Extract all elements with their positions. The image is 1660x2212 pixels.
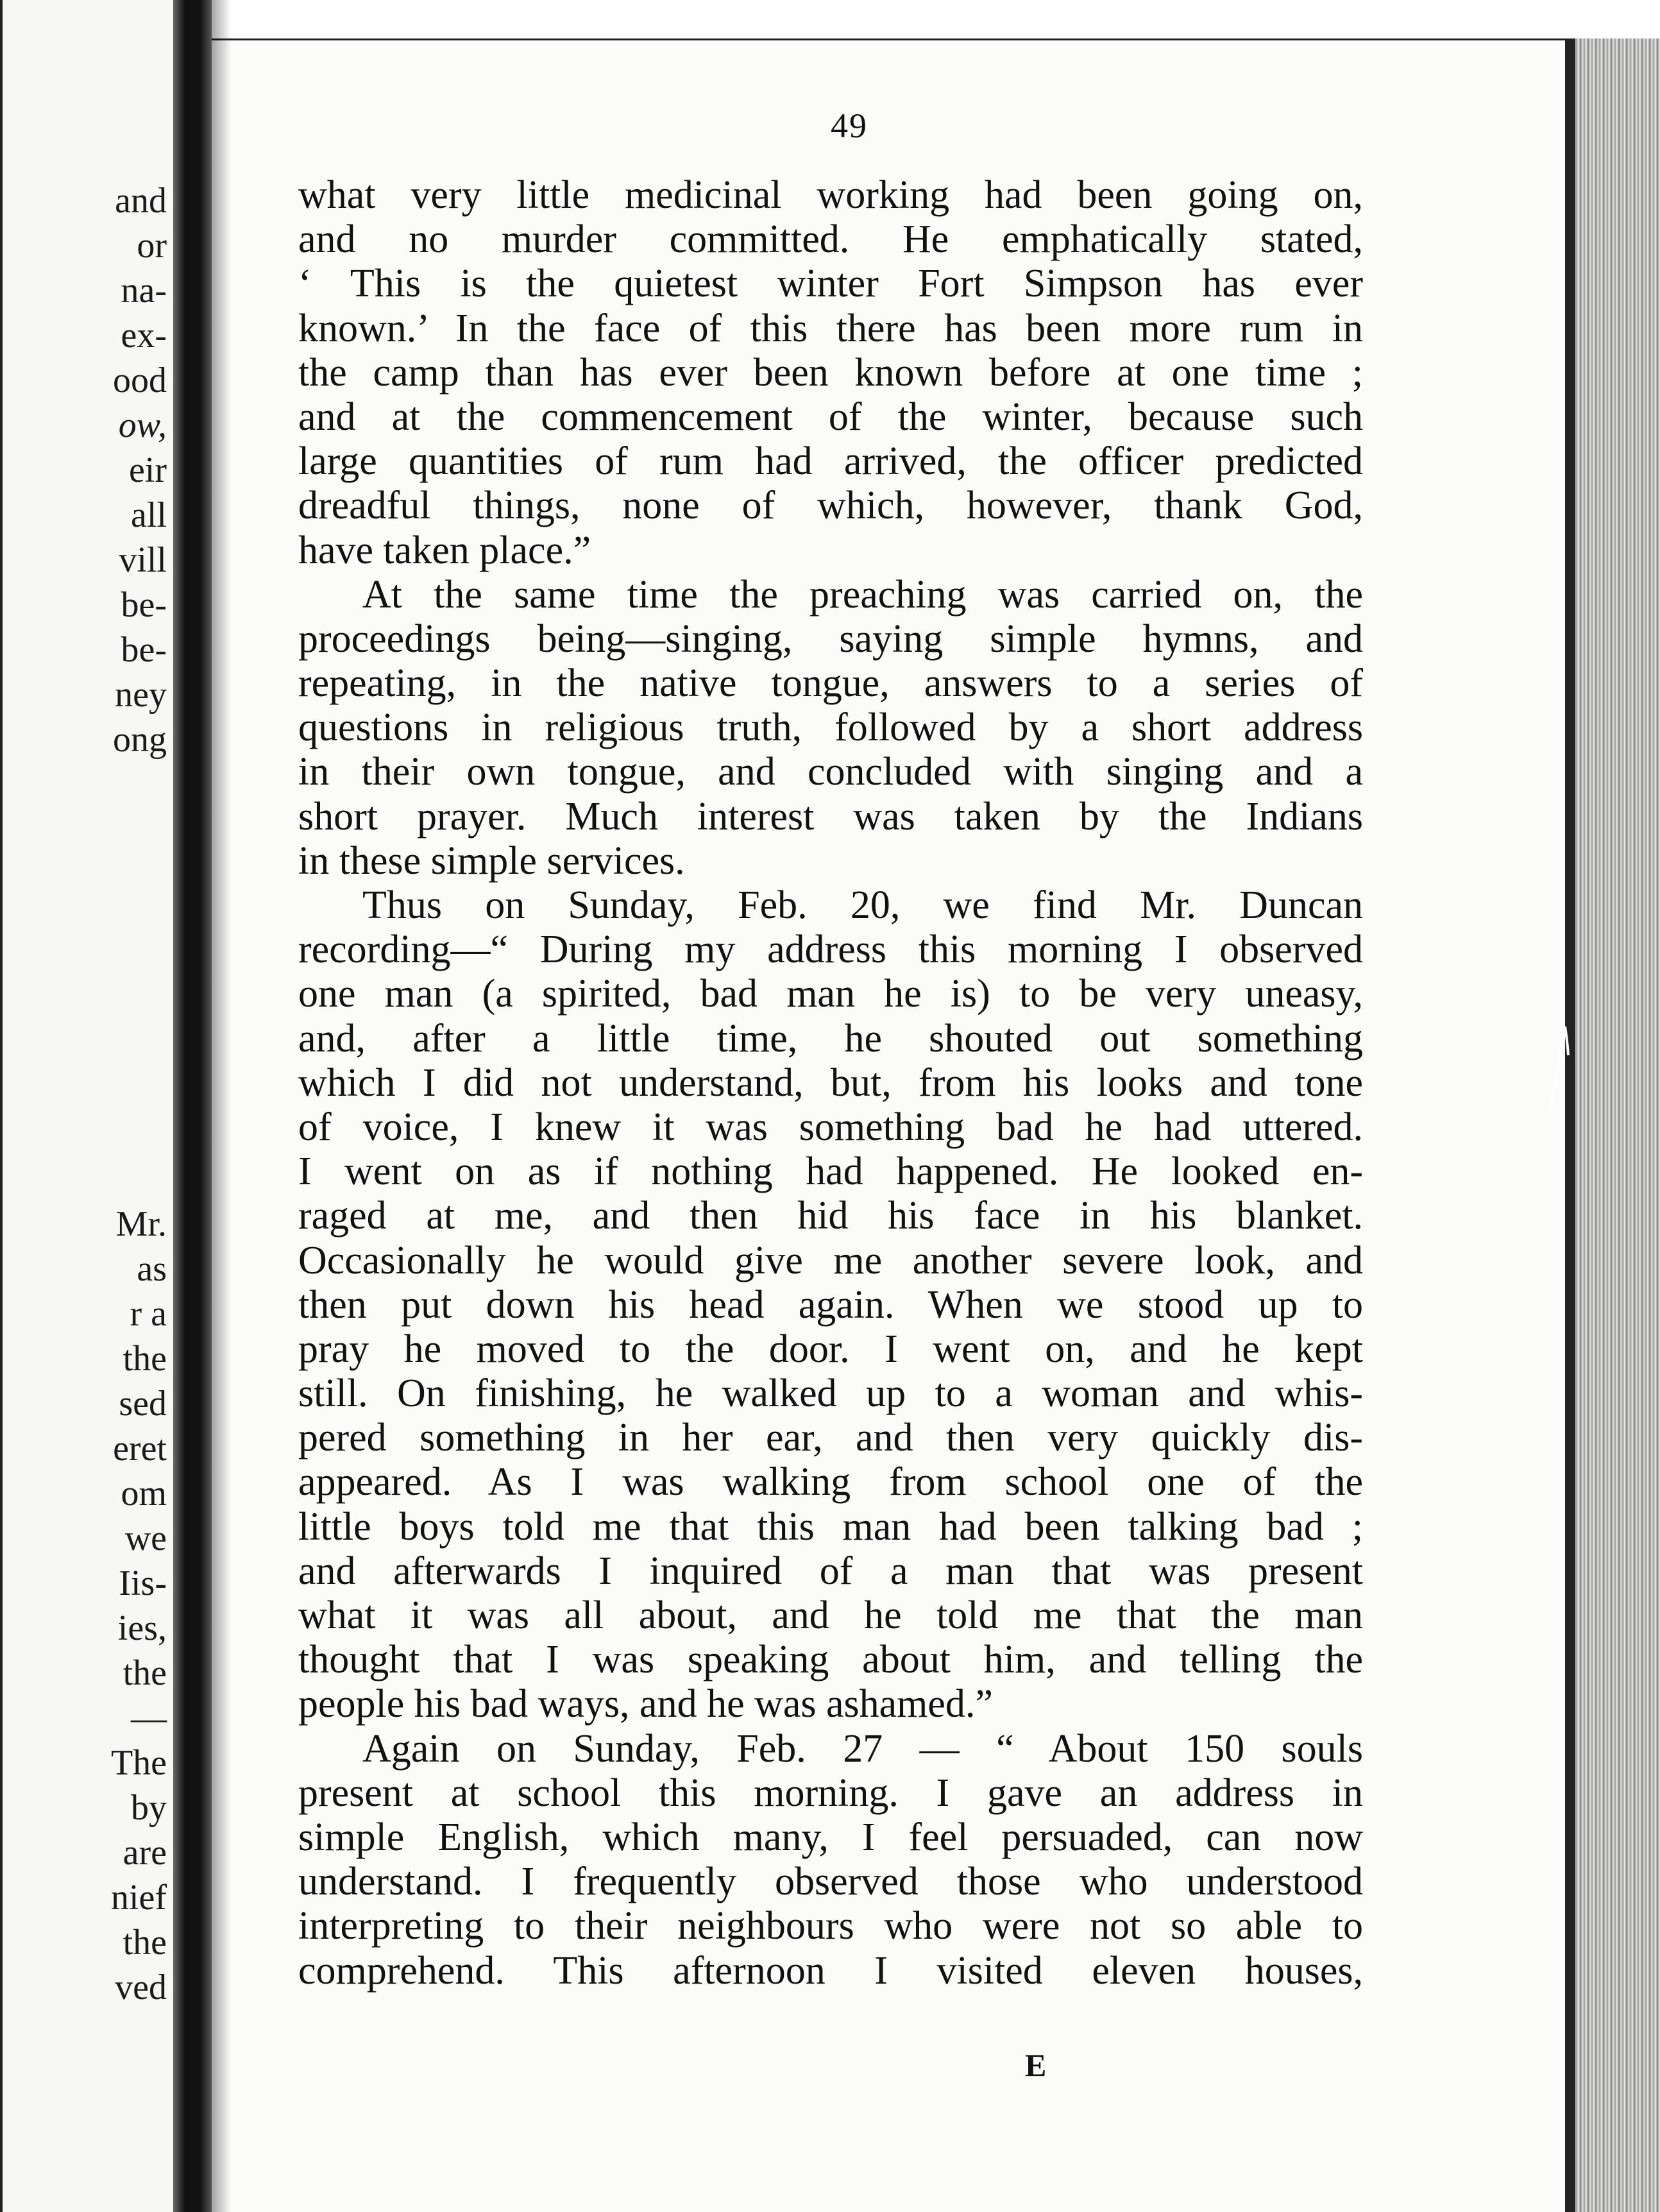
previous-page-line-end: eir (128, 450, 167, 490)
left-border (0, 0, 3, 2212)
text-line: repeating, in the native tongue, answers to a series of (298, 661, 1363, 706)
previous-page-fragment (0, 0, 173, 2212)
previous-page-line-end: the (123, 1653, 167, 1693)
previous-page-line-end: na- (121, 271, 167, 311)
text-line: At the same time the preaching was carried on, the (362, 572, 1363, 617)
previous-page-line-end: r a (130, 1294, 167, 1334)
page-edges (1565, 38, 1660, 2212)
printer-signature-mark: E (1025, 2047, 1047, 2083)
previous-page-line-end: vill (119, 540, 167, 580)
text-line: recording—“ During my address this morning I observed (298, 928, 1363, 972)
previous-page-line-end: ow, (118, 405, 167, 445)
text-line: and at the commencement of the winter, because such (298, 395, 1363, 439)
text-line: Occasionally he would give me another severe look, and (298, 1238, 1363, 1282)
previous-page-line-end: Iis- (119, 1563, 167, 1603)
text-line: questions in religious truth, followed by a short address (298, 706, 1363, 750)
text-line: dreadful things, none of which, however, thank God, (298, 484, 1363, 528)
text-line: proceedings being—singing, saying simple hymns, and (298, 617, 1363, 661)
text-line: I went on as if nothing had happened. He looked en- (298, 1150, 1363, 1194)
text-line: present at school this morning. I gave an address in (298, 1771, 1363, 1815)
previous-page-line-end: eret (113, 1429, 167, 1468)
book-gutter (173, 0, 212, 2212)
text-line: known.’ In the face of this there has been more rum in (298, 306, 1363, 350)
text-line: which I did not understand, but, from his looks and tone (298, 1060, 1363, 1105)
text-line: one man (a spirited, bad man he is) to be very uneasy, (298, 972, 1363, 1016)
previous-page-line-end: as (137, 1249, 167, 1289)
text-line: raged at me, and then hid his face in his blanket. (298, 1194, 1363, 1238)
text-line: then put down his head again. When we stood up to (298, 1282, 1363, 1327)
body-text (298, 173, 1363, 1993)
scan-scratch-mark (1546, 1020, 1571, 1116)
previous-page-line-end: ex- (121, 316, 167, 355)
text-line: pray he moved to the door. I went on, and he kept (298, 1327, 1363, 1371)
text-line: what very little medicinal working had been going on, (298, 173, 1363, 217)
previous-page-line-end: be- (121, 630, 167, 670)
previous-page-line-end: ies, (117, 1608, 167, 1648)
previous-page-line-end: or (137, 226, 167, 266)
text-line: little boys told me that this man had been talking bad ; (298, 1504, 1363, 1549)
text-line: simple English, which many, I feel persuaded, can now (298, 1815, 1363, 1859)
text-line: the camp than has ever been known before at one time ; (298, 350, 1363, 395)
text-line: and afterwards I inquired of a man that was present (298, 1549, 1363, 1593)
page-number: 49 (831, 106, 868, 145)
text-line: in these simple services. (298, 838, 685, 883)
text-line: and, after a little time, he shouted out something (298, 1016, 1363, 1060)
previous-page-line-end: ved (115, 1968, 167, 2007)
text-line: in their own tongue, and concluded with singing and a (298, 750, 1363, 794)
text-line: ‘ This is the quietest winter Fort Simpson has ever (298, 262, 1363, 306)
text-line: appeared. As I was walking from school one of the (298, 1460, 1363, 1504)
previous-page-line-end: ood (113, 361, 167, 400)
text-line: still. On finishing, he walked up to a woman and whis- (298, 1372, 1363, 1416)
previous-page-line-end: ong (113, 720, 167, 760)
text-line: people his bad ways, and he was ashamed.” (298, 1682, 993, 1726)
text-line: have taken place.” (298, 528, 591, 572)
text-line: of voice, I knew it was something bad he had uttered. (298, 1105, 1363, 1149)
gutter-shadow (212, 0, 231, 2212)
previous-page-line-end: The (110, 1743, 167, 1783)
page-edge-border (1565, 38, 1575, 2212)
previous-page-line-end: and (115, 181, 167, 221)
previous-page-line-end: are (123, 1833, 167, 1873)
text-line: large quantities of rum had arrived, the officer predicted (298, 439, 1363, 484)
text-line: comprehend. This afternoon I visited eleven houses, (298, 1948, 1363, 1993)
previous-page-line-end: we (124, 1519, 167, 1558)
previous-page-line-end: by (131, 1788, 167, 1828)
previous-page-line-end: — (131, 1698, 167, 1738)
previous-page-line-end: the (123, 1923, 167, 1962)
text-line: what it was all about, and he told me that the man (298, 1594, 1363, 1637)
previous-page-line-end: the (123, 1339, 167, 1379)
previous-page-line-end: be- (121, 585, 167, 625)
text-line: interpreting to their neighbours who were not so able to (298, 1904, 1363, 1948)
text-line: thought that I was speaking about him, and telling the (298, 1638, 1363, 1682)
text-line: pered something in her ear, and then very quickly dis- (298, 1416, 1363, 1460)
previous-page-line-end: ney (115, 675, 167, 715)
previous-page-line-end: all (131, 495, 167, 535)
previous-page-line-end: sed (119, 1384, 167, 1424)
text-line: short prayer. Much interest was taken by the Indians (298, 794, 1363, 838)
text-line: and no murder committed. He emphatically stated, (298, 217, 1363, 262)
previous-page-line-end: Mr. (115, 1204, 167, 1244)
text-line: understand. I frequently observed those who understood (298, 1860, 1363, 1904)
text-line: Again on Sunday, Feb. 27 — “ About 150 souls (362, 1726, 1363, 1771)
previous-page-line-end: om (121, 1474, 167, 1513)
text-line: Thus on Sunday, Feb. 20, we find Mr. Duncan (362, 883, 1363, 927)
previous-page-line-end: nief (110, 1878, 167, 1918)
